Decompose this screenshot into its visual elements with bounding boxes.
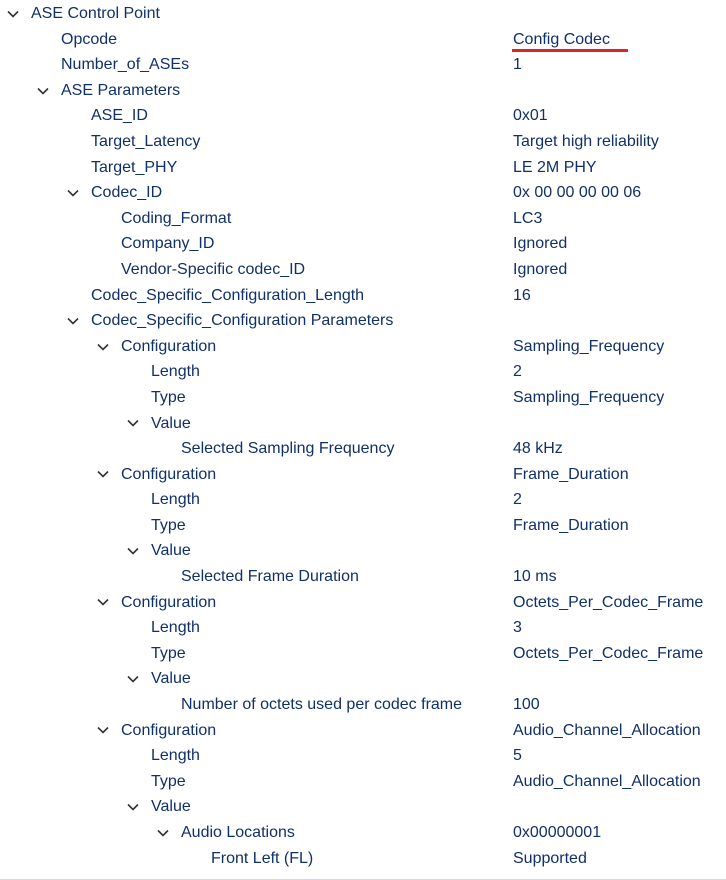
- tree-node[interactable]: [0, 769, 726, 795]
- tree-node-label: Selected Sampling Frequency: [181, 440, 395, 458]
- tree-node[interactable]: [0, 155, 726, 181]
- tree-node-value: Frame_Duration: [513, 516, 629, 534]
- tree-node-value: 100: [513, 696, 540, 714]
- tree-node-label: ASE Parameters: [61, 81, 181, 99]
- tree-node[interactable]: [0, 103, 726, 129]
- tree-node-value: 0x00000001: [513, 824, 602, 841]
- tree-node-expandable[interactable]: [0, 794, 726, 820]
- tree-node-value: Ignored: [513, 260, 568, 278]
- tree-node-value: 1: [513, 56, 522, 74]
- tree-node-value: 3: [513, 619, 522, 637]
- tree-node-label: Length: [151, 747, 200, 765]
- tree-node-value: Supported: [513, 849, 587, 867]
- tree-node[interactable]: [0, 129, 726, 155]
- tree-node-label: Value: [151, 670, 191, 688]
- tree-node-value: Octets_Per_Codec_Frame: [513, 644, 704, 662]
- tree-node-label: Number of octets used per codec frame: [181, 696, 463, 714]
- chevron-down-icon[interactable]: [36, 78, 50, 104]
- tree-node-label: Length: [151, 619, 200, 637]
- tree-node-label: Value: [151, 798, 191, 816]
- tree-node-expandable[interactable]: [0, 718, 726, 744]
- tree-node-label: Value: [151, 542, 191, 560]
- tree-node-label: Codec_Specific_Configuration Parameters: [91, 312, 394, 330]
- tree-node-label: Vendor-Specific codec_ID: [121, 260, 306, 278]
- tree-node[interactable]: [0, 283, 726, 309]
- chevron-down-icon[interactable]: [126, 794, 140, 820]
- tree-node-value: Octets_Per_Codec_Frame: [513, 593, 704, 611]
- tree-node-value: LE 2M PHY: [513, 158, 597, 176]
- tree-node-value: Sampling_Frequency: [513, 388, 665, 406]
- tree-node-value: Audio_Channel_Allocation: [513, 772, 701, 790]
- tree-node-label: Target_PHY: [91, 158, 178, 176]
- tree-node[interactable]: [0, 564, 726, 590]
- chevron-down-icon[interactable]: [156, 820, 170, 846]
- tree-node[interactable]: [0, 846, 726, 872]
- tree-node-expandable[interactable]: [0, 666, 726, 692]
- tree-node-value: 16: [513, 286, 531, 304]
- tree-node-label: Type: [151, 516, 186, 534]
- tree-node-label: Type: [151, 388, 186, 406]
- tree-node-expandable[interactable]: [0, 462, 726, 488]
- tree-node[interactable]: [0, 231, 726, 257]
- tree-node-value: Sampling_Frequency: [513, 337, 665, 355]
- tree-node-value: 10 ms: [513, 568, 557, 586]
- tree-node-label: Configuration: [121, 593, 217, 611]
- tree-node-label: Length: [151, 491, 200, 509]
- tree-node[interactable]: [0, 692, 726, 718]
- tree-node-value: 0x01: [513, 107, 548, 125]
- tree-node-expandable[interactable]: [0, 820, 726, 846]
- chevron-down-icon[interactable]: [126, 666, 140, 692]
- tree-node-label: ASE_ID: [91, 107, 148, 125]
- chevron-down-icon[interactable]: [96, 334, 110, 360]
- tree-node-value: Ignored: [513, 235, 568, 253]
- tree-node-value: Target high reliability: [513, 132, 659, 150]
- chevron-down-icon[interactable]: [66, 180, 80, 206]
- tree-node[interactable]: [0, 615, 726, 641]
- tree-node-label: Selected Frame Duration: [181, 568, 359, 586]
- tree-node-label: Opcode: [61, 30, 118, 48]
- opcode-highlight-underline: [512, 49, 628, 52]
- tree-node-label: Audio Locations: [181, 824, 295, 841]
- tree-node-label: Coding_Format: [121, 209, 232, 227]
- tree-node[interactable]: [0, 436, 726, 462]
- chevron-down-icon[interactable]: [6, 1, 20, 27]
- tree-node-label: Value: [151, 414, 191, 432]
- tree-node-label: Company_ID: [121, 235, 215, 253]
- tree-node[interactable]: [0, 257, 726, 283]
- tree-node-value: Config Codec: [513, 30, 610, 48]
- tree-node-label: Configuration: [121, 337, 217, 355]
- tree-node-expandable[interactable]: [0, 180, 726, 206]
- tree-node-label: Configuration: [121, 721, 217, 739]
- tree-node-value: 48 kHz: [513, 440, 563, 458]
- tree-node-expandable[interactable]: [0, 538, 726, 564]
- chevron-down-icon[interactable]: [126, 538, 140, 564]
- tree-node[interactable]: [0, 52, 726, 78]
- tree-node-value: Frame_Duration: [513, 465, 629, 483]
- tree-node-label: Codec_ID: [91, 184, 163, 202]
- tree-node[interactable]: [0, 206, 726, 232]
- tree-node[interactable]: [0, 359, 726, 385]
- tree-node-label: Front Left (FL): [211, 849, 314, 867]
- tree-node-expandable[interactable]: [0, 78, 726, 104]
- tree-node-expandable[interactable]: [0, 411, 726, 437]
- chevron-down-icon[interactable]: [96, 462, 110, 488]
- tree-node-expandable[interactable]: [0, 308, 726, 334]
- tree-node-label: Number_of_ASEs: [61, 56, 190, 74]
- tree-node[interactable]: [0, 385, 726, 411]
- tree-node[interactable]: [0, 487, 726, 513]
- tree-node-label: Type: [151, 644, 186, 662]
- tree-node-value: 5: [513, 747, 522, 765]
- tree-node[interactable]: [0, 513, 726, 539]
- tree-node-value: 2: [513, 491, 522, 509]
- chevron-down-icon[interactable]: [96, 718, 110, 744]
- chevron-down-icon[interactable]: [66, 308, 80, 334]
- tree-node-label: Length: [151, 363, 200, 381]
- tree-node-value: Audio_Channel_Allocation: [513, 721, 701, 739]
- tree-node[interactable]: [0, 743, 726, 769]
- tree-node-label: Type: [151, 772, 186, 790]
- tree-node-value: 0x 00 00 00 00 06: [513, 184, 642, 202]
- protocol-tree: [0, 1, 726, 871]
- chevron-down-icon[interactable]: [126, 411, 140, 437]
- tree-node[interactable]: [0, 641, 726, 667]
- tree-node-expandable[interactable]: [0, 334, 726, 360]
- tree-node-expandable[interactable]: [0, 590, 726, 616]
- tree-node-label: ASE Control Point: [31, 5, 160, 22]
- tree-node-label: Configuration: [121, 465, 217, 483]
- tree-node-label: Codec_Specific_Configuration_Length: [91, 286, 365, 304]
- chevron-down-icon[interactable]: [96, 590, 110, 616]
- tree-node-value: 2: [513, 363, 522, 381]
- tree-node-expandable[interactable]: [0, 1, 726, 27]
- tree-node-value: LC3: [513, 209, 543, 227]
- tree-node-label: Target_Latency: [91, 132, 201, 150]
